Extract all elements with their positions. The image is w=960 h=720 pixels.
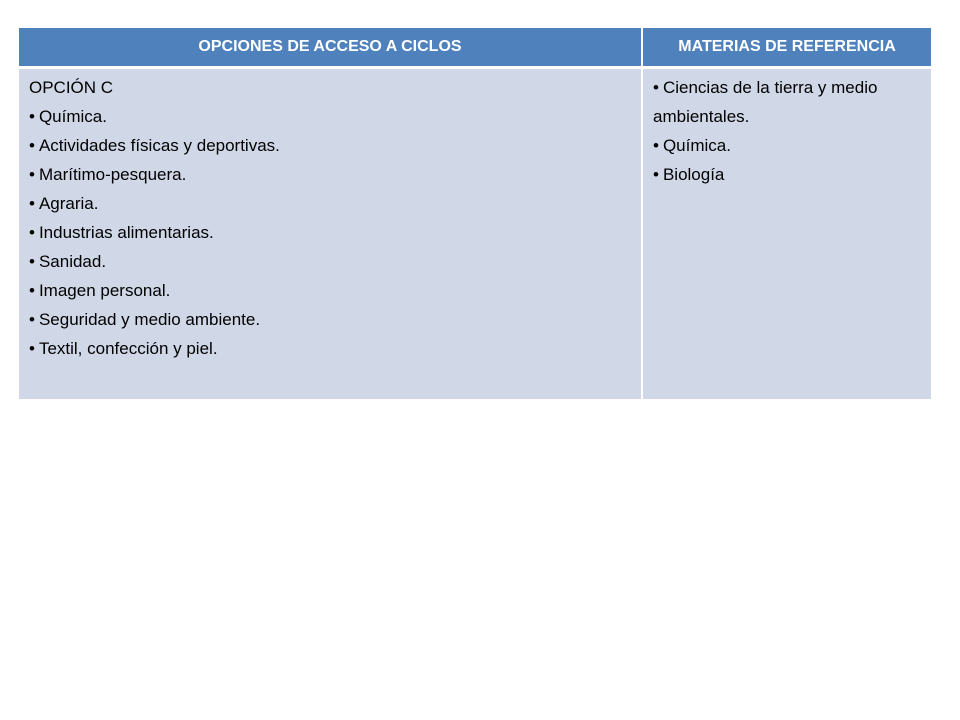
access-options-cell [19, 68, 642, 400]
access-option-item [29, 305, 631, 334]
access-options-list [29, 102, 631, 363]
bullet-icon: • [653, 78, 659, 97]
header-row [19, 28, 931, 68]
access-option-item-label: Industrias alimentarias. [38, 223, 214, 242]
access-option-item-label: Agraria. [38, 194, 99, 213]
access-option-item-label: Imagen personal. [38, 281, 171, 300]
access-option-item [29, 218, 631, 247]
bullet-icon: • [29, 194, 35, 213]
bullet-icon: • [29, 252, 35, 271]
reference-subject-item [653, 73, 921, 131]
reference-subject-item [653, 131, 921, 160]
bullet-icon: • [29, 310, 35, 329]
access-option-item [29, 131, 631, 160]
access-option-item-label: Marítimo-pesquera. [38, 165, 187, 184]
reference-subject-item-label: Biología [662, 165, 725, 184]
access-option-item [29, 334, 631, 363]
access-options-table [19, 28, 931, 399]
access-option-item [29, 247, 631, 276]
bullet-icon: • [653, 136, 659, 155]
bullet-icon: • [29, 165, 35, 184]
reference-subjects-list [653, 73, 921, 189]
access-option-item-label: Química. [38, 107, 107, 126]
header-access-options: OPCIONES DE ACCESO A CICLOS [19, 28, 642, 68]
access-option-item [29, 102, 631, 131]
header-reference-subjects: MATERIAS DE REFERENCIA [642, 28, 931, 68]
reference-subject-item [653, 160, 921, 189]
access-option-item [29, 276, 631, 305]
option-title: OPCIÓN C [29, 78, 114, 97]
bullet-icon: • [29, 281, 35, 300]
content-row [19, 68, 931, 400]
access-option-item-label: Sanidad. [38, 252, 107, 271]
access-option-item [29, 160, 631, 189]
bullet-icon: • [653, 165, 659, 184]
bullet-icon: • [29, 136, 35, 155]
bullet-icon: • [29, 107, 35, 126]
reference-subjects-cell [642, 68, 931, 400]
reference-subject-item-label: Ciencias de la tierra y medio ambientales. [653, 78, 878, 126]
access-option-item-label: Actividades físicas y deportivas. [38, 136, 280, 155]
access-option-item-label: Textil, confección y piel. [38, 339, 218, 358]
bullet-icon: • [29, 339, 35, 358]
access-option-item [29, 189, 631, 218]
reference-subject-item-label: Química. [662, 136, 731, 155]
access-option-item-label: Seguridad y medio ambiente. [38, 310, 261, 329]
bullet-icon: • [29, 223, 35, 242]
